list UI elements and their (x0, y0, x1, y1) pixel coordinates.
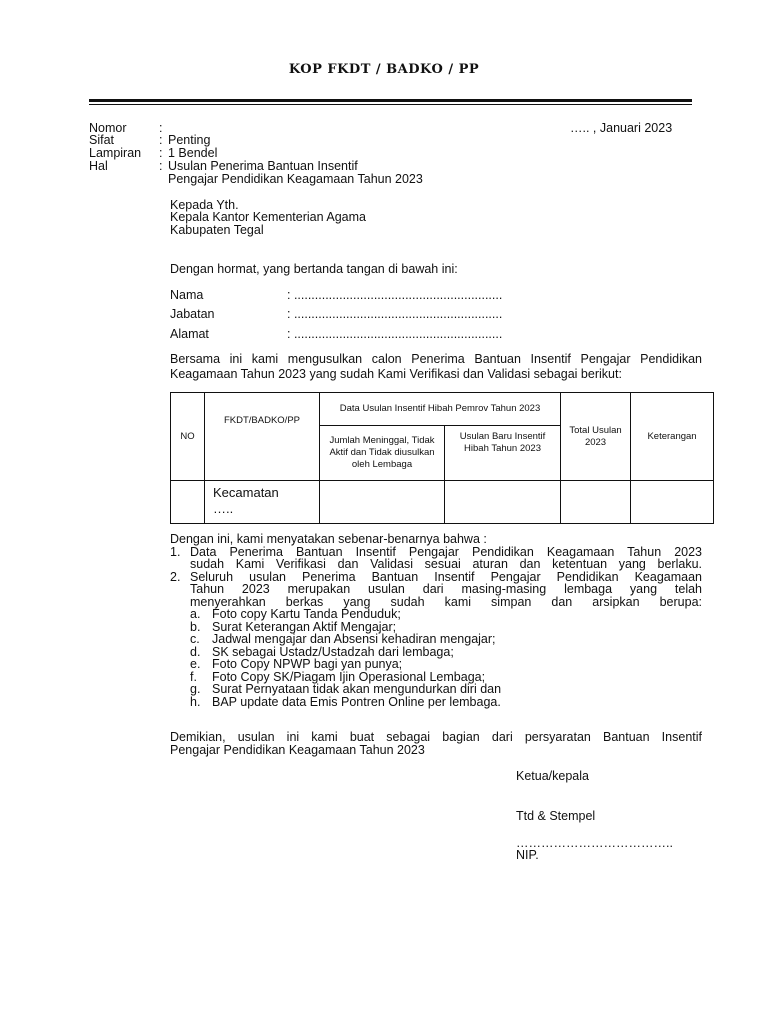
list-item-letter: c. (190, 632, 200, 646)
cell-jumlah (320, 481, 445, 524)
field-alamat-label: Alamat (170, 327, 209, 341)
statement-item-2-number: 2. (170, 569, 181, 584)
letterhead-rule-thick (89, 99, 692, 102)
nomor-label: Nomor (89, 121, 127, 135)
th-total: Total Usulan 2023 (561, 393, 631, 481)
th-usulan-baru: Usulan Baru Insentif Hibah Tahun 2023 (445, 426, 561, 481)
th-no: NO (171, 393, 205, 481)
recipient-line2: Kepala Kantor Kementerian Agama (170, 210, 366, 224)
letterhead-title: KOP FKDT / BADKO / PP (288, 62, 480, 77)
list-item-text: Surat Keterangan Aktif Mengajar; (212, 619, 397, 634)
th-jumlah: Jumlah Meninggal, Tidak Aktif dan Tidak diusulkan oleh Lembaga (320, 426, 445, 481)
list-item-text: Surat Pernyataan tidak akan mengundurkan diri dan (212, 682, 502, 696)
field-alamat-value: : ............................................................ (287, 327, 503, 341)
list-item-letter: a. (190, 607, 201, 621)
signature-stamp: Ttd & Stempel (516, 809, 596, 823)
lampiran-label: Lampiran (89, 146, 142, 160)
kecamatan-label: Kecamatan (213, 485, 279, 500)
signature-nip: NIP. (516, 848, 539, 862)
th-keterangan: Keterangan (631, 393, 714, 481)
statement-item-2 (170, 571, 702, 609)
field-jabatan-value: : ............................................................ (287, 307, 503, 321)
cell-no (171, 481, 205, 524)
cell-kecamatan (205, 481, 320, 524)
list-item-letter: f. (190, 669, 197, 684)
usulan-table (170, 392, 714, 524)
list-item-text: Foto Copy SK/Piagam Ijin Operasional Lembaga; (212, 669, 486, 684)
hal-colon: : (159, 159, 163, 173)
list-item-letter: b. (190, 619, 201, 634)
closing-paragraph (170, 731, 702, 757)
list-item-text: Foto copy Kartu Tanda Penduduk; (212, 607, 401, 621)
list-item-letter: g. (190, 682, 201, 696)
statement-block (170, 533, 702, 708)
statement-item-2-line1: Seluruh usulan Penerima Bantuan Insentif Pengajar Pendidikan Keagamaan (190, 569, 702, 584)
lampiran-colon: : (159, 146, 163, 160)
recipient-line3: Kabupaten Tegal (170, 223, 264, 237)
field-jabatan-label: Jabatan (170, 307, 215, 321)
hal-label: Hal (89, 159, 108, 173)
kecamatan-dots: ….. (213, 501, 234, 516)
cell-keterangan (631, 481, 714, 524)
recipient-line1: Kepada Yth. (170, 198, 239, 212)
list-item (190, 696, 702, 709)
statement-item-2-line3: menyerahkan berkas yang sudah kami simpan dan arsipkan berupa: (190, 594, 702, 609)
hal-value-line2: Pengajar Pendidikan Keagamaan Tahun 2023 (168, 172, 423, 186)
statement-item-2-line2: Tahun 2023 merupakan usulan dari masing-masing lembaga yang telah (190, 582, 702, 596)
hal-value-line1: Usulan Penerima Bantuan Insentif (168, 159, 358, 173)
list-item-letter: d. (190, 644, 201, 659)
statement-item-1-line2: sudah Kami Verifikasi dan Validasi sesuai aturan dan ketentuan yang berlaku. (190, 557, 702, 571)
th-data-usulan: Data Usulan Insentif Hibah Pemrov Tahun 2023 (320, 393, 561, 426)
signature-name-dots: ……………………………….. (516, 836, 673, 850)
list-item-text: Foto Copy NPWP bagi yan punya; (212, 657, 403, 671)
sifat-colon: : (159, 133, 163, 147)
signature-title: Ketua/kepala (516, 769, 589, 783)
letterhead-rule-thin (89, 104, 692, 105)
opening-text: Dengan hormat, yang bertanda tangan di bawah ini: (170, 262, 458, 276)
field-nama-label: Nama (170, 288, 204, 302)
sifat-value: Penting (168, 133, 211, 147)
list-item-text: Jadwal mengajar dan Absensi kehadiran mengajar; (212, 632, 496, 646)
list-item-text: SK sebagai Ustadz/Ustadzah dari lembaga; (212, 644, 454, 659)
th-fkdt: FKDT/BADKO/PP (205, 393, 320, 481)
letter-date: ….. , Januari 2023 (570, 121, 673, 135)
statement-item-1-line1: Data Penerima Bantuan Insentif Pengajar Pendidikan Keagamaan Tahun 2023 (190, 544, 702, 559)
closing-line1: Demikian, usulan ini kami buat sebagai bagian dari persyaratan Bantuan Insentif (170, 730, 702, 744)
sifat-label: Sifat (89, 133, 115, 147)
statement-intro: Dengan ini, kami menyatakan sebenar-benarnya bahwa : (170, 532, 487, 546)
statement-item-1 (170, 546, 702, 571)
lampiran-value: 1 Bendel (168, 146, 218, 160)
list-item-text: BAP update data Emis Pontren Online per lembaga. (212, 694, 501, 709)
intro-paragraph (170, 352, 702, 382)
cell-usulan-baru (445, 481, 561, 524)
nomor-colon: : (159, 121, 163, 135)
field-nama-value: : ............................................................ (287, 288, 503, 302)
list-item-letter: e. (190, 657, 201, 671)
list-item-letter: h. (190, 694, 201, 709)
statement-item-1-number: 1. (170, 544, 181, 559)
cell-total (561, 481, 631, 524)
intro-line1: Bersama ini kami mengusulkan calon Penerima Bantuan Insentif Pengajar Pendidikan (170, 352, 702, 366)
closing-line2: Pengajar Pendidikan Keagamaan Tahun 2023 (170, 743, 425, 757)
intro-line2: Keagamaan Tahun 2023 yang sudah Kami Verifikasi dan Validasi sebagai berikut: (170, 367, 622, 381)
